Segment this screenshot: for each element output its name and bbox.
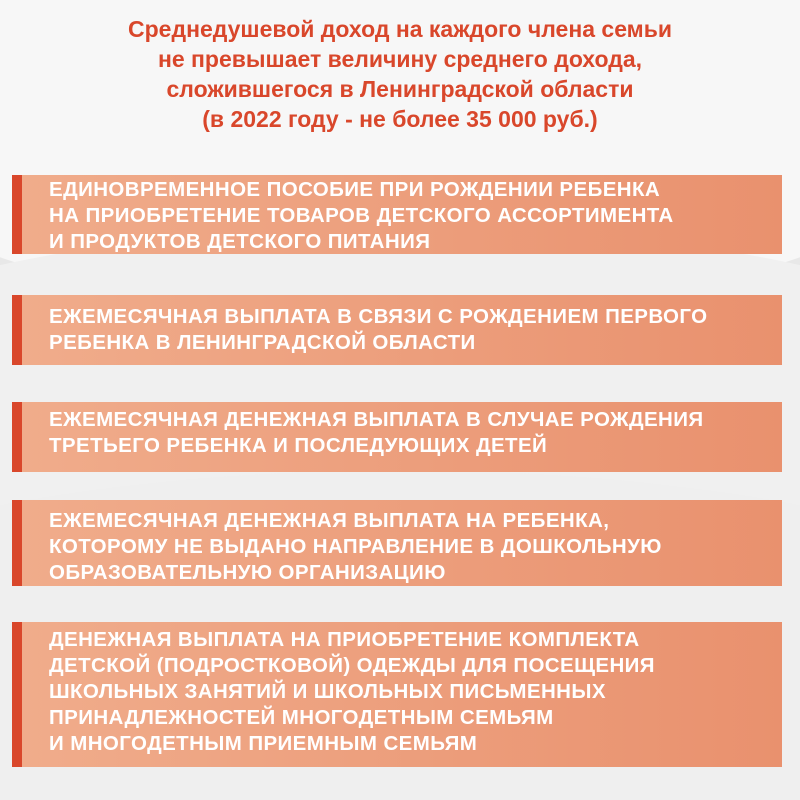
heading-line: не превышает величину среднего дохода, [157, 46, 643, 72]
benefit-card-text [49, 407, 770, 459]
benefit-line: ЕЖЕМЕСЯЧНАЯ ДЕНЕЖНАЯ ВЫПЛАТА В СЛУЧАЕ РОЖДЕНИЯ [49, 408, 704, 431]
income-condition-heading [0, 14, 800, 134]
benefit-line: НА ПРИОБРЕТЕНИЕ ТОВАРОВ ДЕТСКОГО АССОРТИМЕНТА [49, 204, 674, 227]
benefit-line: КОТОРОМУ НЕ ВЫДАНО НАПРАВЛЕНИЕ В ДОШКОЛЬНУЮ [49, 535, 662, 558]
benefit-card-text [49, 627, 770, 757]
benefit-line: ДЕТСКОЙ (ПОДРОСТКОВОЙ) ОДЕЖДЫ ДЛЯ ПОСЕЩЕНИЯ [49, 654, 655, 677]
benefit-card-no-preschool [12, 500, 782, 586]
benefit-line: ШКОЛЬНЫХ ЗАНЯТИЙ И ШКОЛЬНЫХ ПИСЬМЕННЫХ [49, 680, 606, 703]
benefit-line: ЕЖЕМЕСЯЧНАЯ ВЫПЛАТА В СВЯЗИ С РОЖДЕНИЕМ ПЕРВОГО [49, 305, 708, 328]
benefit-line: ПРИНАДЛЕЖНОСТЕЙ МНОГОДЕТНЫМ СЕМЬЯМ [49, 706, 554, 729]
benefit-line: ЕЖЕМЕСЯЧНАЯ ДЕНЕЖНАЯ ВЫПЛАТА НА РЕБЕНКА, [49, 509, 610, 532]
benefit-card-one-time-allowance [12, 175, 782, 254]
heading-line: (в 2022 году - не более 35 000 руб.) [202, 106, 598, 132]
benefit-line: ТРЕТЬЕГО РЕБЕНКА И ПОСЛЕДУЮЩИХ ДЕТЕЙ [49, 434, 548, 457]
benefit-card-text [49, 508, 770, 586]
benefit-line: И МНОГОДЕТНЫМ ПРИЕМНЫМ СЕМЬЯМ [49, 732, 478, 755]
benefit-line: И ПРОДУКТОВ ДЕТСКОГО ПИТАНИЯ [49, 230, 431, 253]
benefit-card-school-clothing [12, 622, 782, 767]
heading-line: Среднедушевой доход на каждого члена семьи [128, 16, 672, 42]
benefit-line: ОБРАЗОВАТЕЛЬНУЮ ОРГАНИЗАЦИЮ [49, 561, 446, 584]
benefit-card-text [49, 304, 770, 356]
benefit-line: ДЕНЕЖНАЯ ВЫПЛАТА НА ПРИОБРЕТЕНИЕ КОМПЛЕКТА [49, 628, 640, 651]
benefit-card-third-child [12, 402, 782, 472]
benefit-line: ЕДИНОВРЕМЕННОЕ ПОСОБИЕ ПРИ РОЖДЕНИИ РЕБЕНКА [49, 178, 661, 201]
benefit-card-text [49, 177, 770, 255]
heading-line: сложившегося в Ленинградской области [166, 76, 634, 102]
benefit-card-first-child [12, 295, 782, 365]
benefit-line: РЕБЕНКА В ЛЕНИНГРАДСКОЙ ОБЛАСТИ [49, 331, 476, 354]
